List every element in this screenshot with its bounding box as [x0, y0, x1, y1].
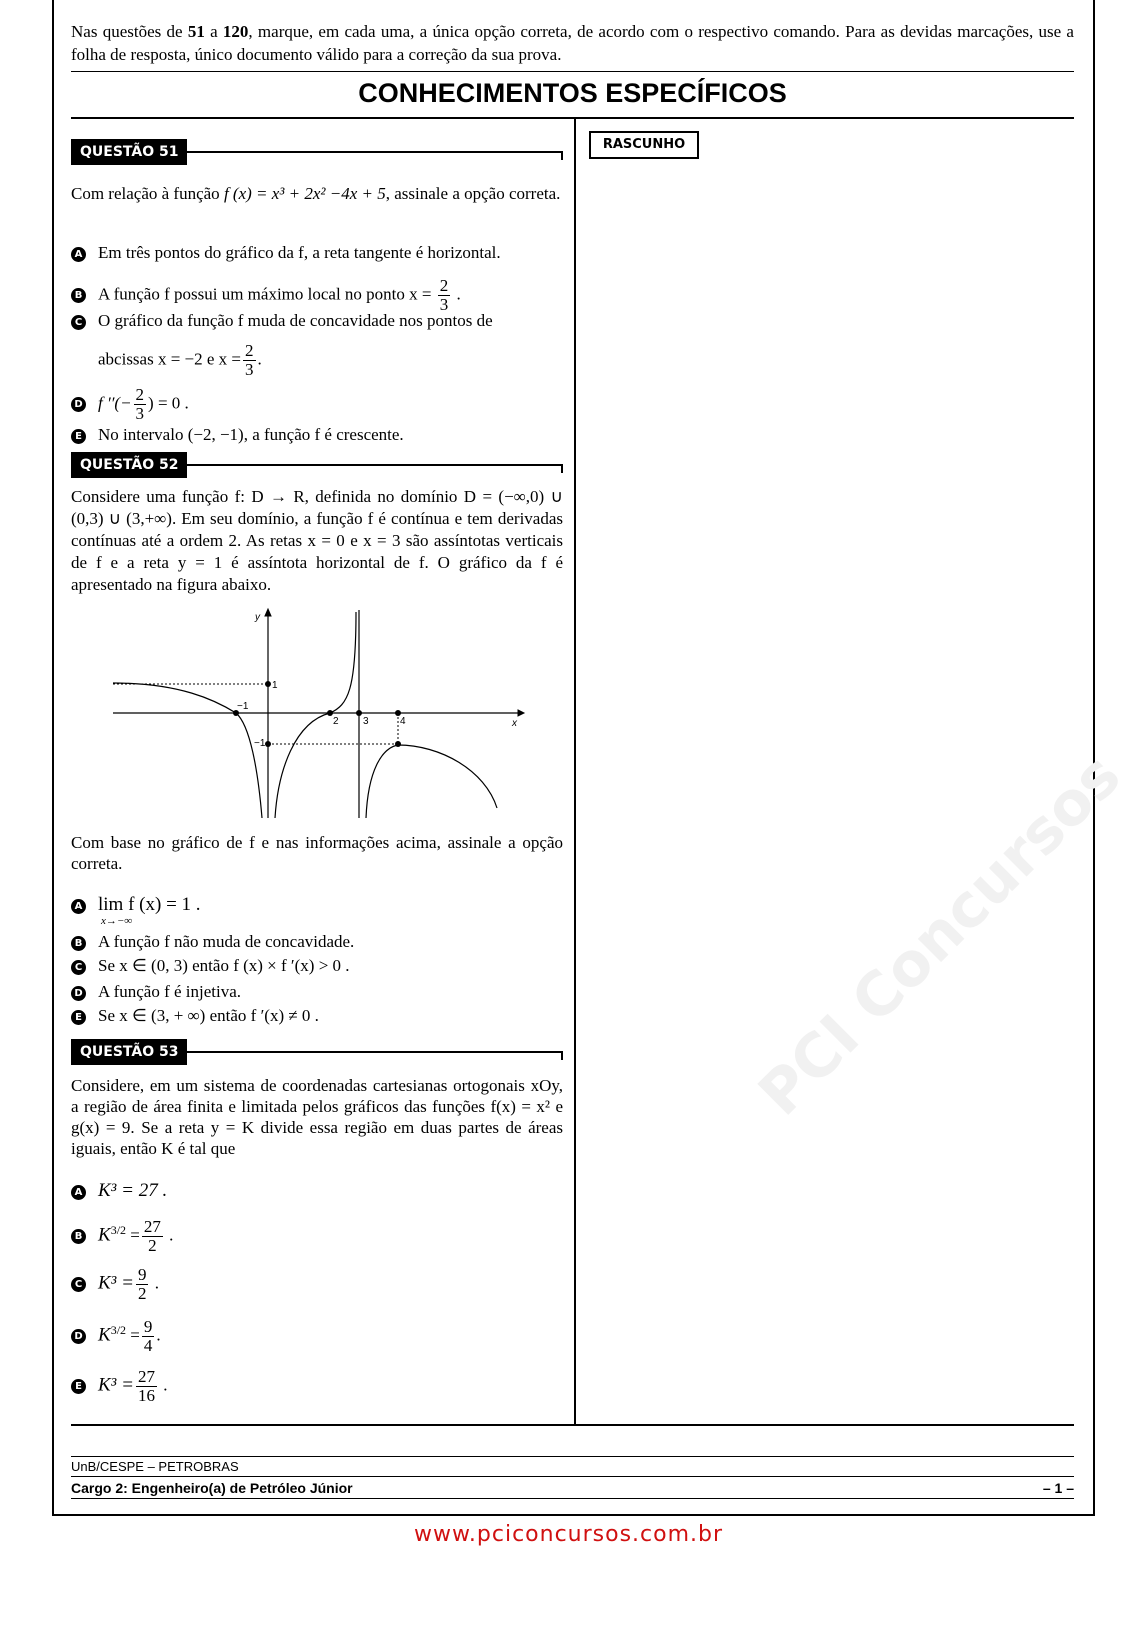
- x-axis-arrow: [518, 710, 524, 716]
- option-c[interactable]: C K³ = $\frac{9}{2}$ .: [71, 1266, 563, 1303]
- tick-label: 3: [363, 716, 369, 727]
- option-letter-icon: E: [71, 1010, 86, 1025]
- function-graph: [0, 0, 600, 830]
- option-letter-icon: A: [71, 247, 86, 262]
- option-d[interactable]: D f ′′(− $\frac{2}{3}$ ) = 0 .: [71, 386, 563, 423]
- option-c[interactable]: C Se x ∈ (0, 3) então f (x) × f ′(x) > 0 .: [71, 955, 563, 976]
- page-number: – 1 –: [1042, 1480, 1074, 1496]
- instructions: Nas questões de 51 a 120, marque, em cada uma, a única opção correta, de acordo com o respectivo comando. Para as devidas marcações, use a folha de resposta, único documento válido para a correção da sua prova.: [71, 22, 1074, 64]
- option-letter-icon: C: [71, 315, 86, 330]
- option-b[interactable]: B A função f não muda de concavidade.: [71, 931, 563, 952]
- option-letter-icon: B: [71, 288, 86, 303]
- option-b[interactable]: B $K^{3/2}$ = $\frac{27}{2}$ .: [71, 1218, 563, 1255]
- option-c-cont: abcissas x = −2 e x = $\frac{2}{3}$ .: [98, 341, 262, 379]
- question-label: QUESTÃO 52: [71, 452, 187, 478]
- section-title: CONHECIMENTOS ESPECÍFICOS: [358, 78, 787, 108]
- tick-label: 2: [333, 716, 339, 727]
- footer-org: UnB/CESPE – PETROBRAS: [71, 1459, 239, 1474]
- question-53-stem: Considere, em um sistema de coordenadas cartesianas ortogonais xOy, a região de área finita e limitada pelos gráficos das funções f(x) = x² e g(x) = 9. Se a reta y = K divide essa região em duas partes de áreas iguais, então K é tal que: [71, 1076, 563, 1158]
- y-axis-arrow: [265, 609, 271, 616]
- option-letter-icon: D: [71, 986, 86, 1001]
- option-e[interactable]: E No intervalo (−2, −1), a função f é crescente.: [71, 424, 563, 445]
- option-letter-icon: B: [71, 936, 86, 951]
- tick-label: 4: [400, 716, 406, 727]
- option-letter-icon: B: [71, 1229, 86, 1244]
- option-d[interactable]: D A função f é injetiva.: [71, 981, 563, 1002]
- tick-label: −1: [254, 738, 266, 749]
- point: [265, 681, 271, 687]
- option-letter-icon: E: [71, 1379, 86, 1394]
- option-letter-icon: A: [71, 899, 86, 914]
- option-letter-icon: C: [71, 960, 86, 975]
- source-url[interactable]: www.pciconcursos.com.br: [413, 1522, 724, 1547]
- curve-middle-branch: [275, 612, 356, 818]
- watermark: PCI Concursos: [745, 740, 1135, 1130]
- question-52-prompt: Com base no gráfico de f e nas informações acima, assinale a opção correta.: [71, 833, 563, 873]
- divider: [71, 1456, 1074, 1457]
- point: [395, 741, 401, 747]
- divider: [71, 1498, 1074, 1499]
- divider: [71, 1476, 1074, 1477]
- option-c[interactable]: C O gráfico da função f muda de concavidade nos pontos de: [71, 310, 563, 331]
- divider: [71, 1424, 1074, 1426]
- option-d[interactable]: D $K^{3/2}$ = $\frac{9}{4}$ .: [71, 1318, 563, 1355]
- y-axis-label: y: [255, 612, 260, 623]
- curve-right-branch: [366, 745, 497, 818]
- option-letter-icon: C: [71, 1277, 86, 1292]
- option-e[interactable]: E Se x ∈ (3, + ∞) então f ′(x) ≠ 0 .: [71, 1005, 563, 1026]
- point: [265, 741, 271, 747]
- option-a[interactable]: A Em três pontos do gráfico da f, a reta tangente é horizontal.: [71, 242, 563, 263]
- question-label: QUESTÃO 53: [71, 1039, 187, 1065]
- option-b[interactable]: B A função f possui um máximo local no ponto x = $\frac{2}{3}$ .: [71, 277, 563, 314]
- option-letter-icon: A: [71, 1185, 86, 1200]
- question-53-header: [71, 1039, 563, 1065]
- option-letter-icon: D: [71, 397, 86, 412]
- option-a[interactable]: A lim f (x) = 1 . x→−∞: [71, 894, 563, 915]
- question-52-stem: Considere uma função f: D → R, definida no domínio D = (−∞,0) ∪ (0,3) ∪ (3,+∞). Em seu domínio, a função f é contínua e tem derivadas contínuas até a ordem 2. As retas x = 0 e x = 3 são assíntotas verticais de f e a reta y = 1 é assíntota horizontal de f. O gráfico da f é apresentado na figura abaixo.: [71, 487, 563, 594]
- question-label: QUESTÃO 51: [71, 139, 187, 165]
- tick-label: 1: [272, 680, 278, 691]
- option-a[interactable]: A K³ = 27 .: [71, 1180, 563, 1201]
- limit-subscript: x→−∞: [101, 915, 133, 927]
- footer-cargo: Cargo 2: Engenheiro(a) de Petróleo Júnior: [71, 1480, 353, 1496]
- point: [356, 710, 362, 716]
- rascunho-label: RASCUNHO: [589, 131, 699, 159]
- option-letter-icon: E: [71, 429, 86, 444]
- question-51-stem: Com relação à função f (x) = x³ + 2x² −4x + 5, assinale a opção correta.: [71, 184, 561, 203]
- tick-label: −1: [237, 701, 249, 712]
- option-letter-icon: D: [71, 1329, 86, 1344]
- option-e[interactable]: E K³ = $\frac{27}{16}$ .: [71, 1368, 563, 1405]
- x-axis-label: x: [512, 718, 517, 729]
